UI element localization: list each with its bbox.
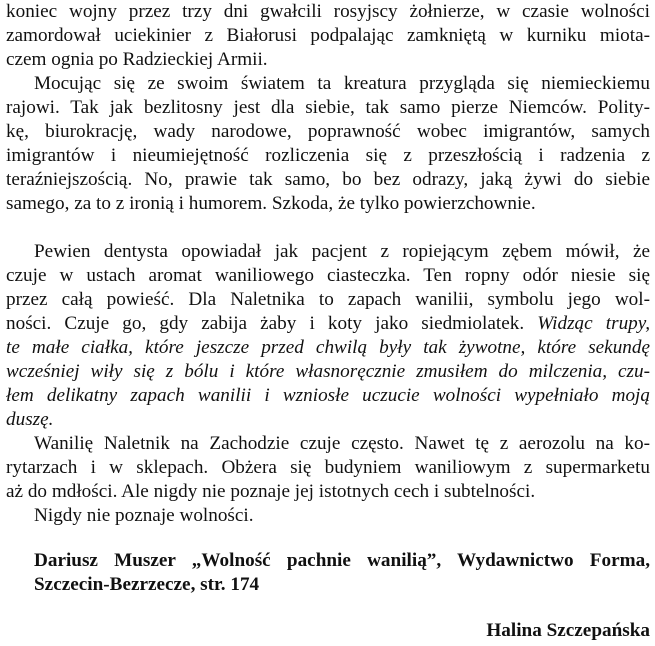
paragraph-3-line-2: czuje w ustach aromat waniliowego ciasteczka. Ten ropny odór niesie się [6, 265, 650, 286]
paragraph-2-line-1: Mocując się ze swoim światem ta kreatura przygląda się niemieckiemu [34, 73, 650, 94]
quote-line-1: te małe ciałka, które jeszcze przed chwilą były tak żywotne, które sekundę [6, 337, 650, 358]
paragraph-5: Nigdy nie poznaje wolności. [34, 505, 254, 526]
quote-line-4: duszę. [6, 409, 54, 430]
paragraph-1-line-1: koniec wojny przez trzy dni gwałcili rosyjscy żołnierze, w czasie wolności [6, 1, 650, 22]
quote-line-3: łem delikatny zapach wanilii i wzniosłe uczucie wolności wypełniało moją [6, 385, 650, 406]
paragraph-1-line-2: zamordował uciekinier z Białorusi podpalając zamkniętą w kurniku miota- [6, 25, 650, 46]
paragraph-3-line-3: przez całą powieść. Dla Naletnika to zapach wanilii, symbolu jego wol- [6, 289, 650, 310]
paragraph-2-line-4: imigrantów i nieumiejętność rozliczenia się z przeszłością i radzenia z [6, 145, 650, 166]
paragraph-1-line-3: czem ognia po Radzieckiej Armii. [6, 49, 268, 70]
paragraph-4-line-3: aż do mdłości. Ale nigdy nie poznaje jej istotnych cech i subtelności. [6, 481, 536, 502]
paragraph-4-line-2: rytarzach i w sklepach. Obżera się budyniem waniliowym z supermarketu [6, 457, 650, 478]
quote-line-2: wcześniej wiły się z bólu i które własnoręcznie zmusiłem do milczenia, czu- [6, 361, 650, 382]
paragraph-3-line-1: Pewien dentysta opowiadał jak pacjent z ropiejącym zębem mówił, że [34, 241, 650, 262]
paragraph-3-line-4-plain: ności. Czuje go, gdy zabija żaby i koty jako siedmiolatek. [6, 313, 525, 334]
paragraph-2-line-6: samego, za to z ironią i humorem. Szkoda, że tylko powierzchownie. [6, 193, 536, 214]
author-signature: Halina Szczepańska [486, 620, 650, 641]
paragraph-2-line-3: kę, biurokrację, wady narodowe, poprawność wobec imigrantów, samych [6, 121, 650, 142]
paragraph-3-line-4-italic: Widząc trupy, [537, 313, 651, 334]
paragraph-2-line-2: rajowi. Tak jak bezlitosny jest dla siebie, tak samo pierze Niemców. Polity- [6, 97, 650, 118]
citation-line-1: Dariusz Muszer „Wolność pachnie wanilią”, Wydawnictwo Forma, [34, 550, 650, 571]
paragraph-4-line-1: Wanilię Naletnik na Zachodzie czuje często. Nawet tę z aerozolu na ko- [34, 433, 650, 454]
paragraph-3-line-4 [6, 312, 650, 336]
citation-line-2: Szczecin-Bezrzecze, str. 174 [34, 574, 260, 595]
paragraph-2-line-5: teraźniejszością. No, prawie tak samo, bo bez odrazy, jaką żywi do siebie [6, 169, 650, 190]
